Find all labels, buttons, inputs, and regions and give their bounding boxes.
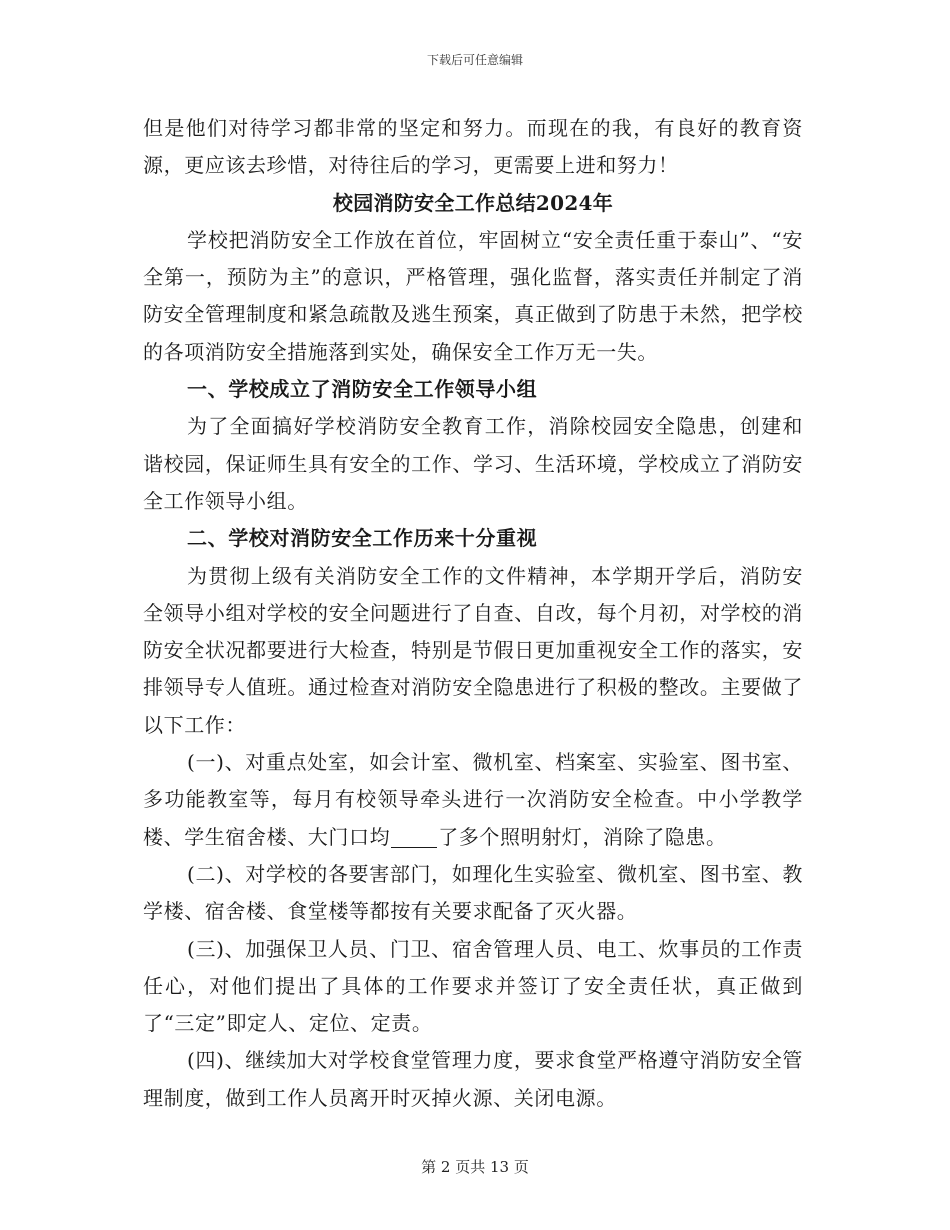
section-2-heading: 二、学校对消防安全工作历来十分重视 — [187, 526, 538, 551]
section-2-item-4: (四)、继续加大对学校食堂管理力度，要求食堂严格遵守消防安全管理制度，做到工作人员离开时灭掉火源、关闭电源。 — [143, 1048, 803, 1110]
document-body — [143, 110, 803, 1117]
page-number: 第 2 页共 13 页 — [421, 1158, 529, 1176]
document-title: 校园消防安全工作总结2024年 — [332, 190, 614, 215]
opening-paragraph: 学校把消防安全工作放在首位，牢固树立“安全责任重于泰山”、“安全第一，预防为主”的意识，严格管理，强化监督，落实责任并制定了消防安全管理制度和紧急疏散及逃生预案，真正做到了防患于未然，把学校的各项消防安全措施落到实处，确保安全工作万无一失。 — [143, 227, 803, 364]
section-2-body: 为贯彻上级有关消防安全工作的文件精神，本学期开学后，消防安全领导小组对学校的安全问题进行了自查、自改，每个月初，对学校的消防安全状况都要进行大检查，特别是节假日更加重视安全工作的落实，安排领导专人值班。通过检查对消防安全隐患进行了积极的整改。主要做了以下工作： — [143, 563, 803, 737]
item-1-text-before-blank: (一)、对重点处室，如会计室、微机室、档案室、实验室、图书室、多功能教室等，每月有校领导牵头进行一次消防安全检查。中小学教学楼、学生宿舍楼、大门口均 — [143, 750, 803, 849]
section-2-item-1 — [143, 744, 803, 856]
section-1-body: 为了全面搞好学校消防安全教育工作，消除校园安全隐患，创建和谐校园，保证师生具有安全的工作、学习、生活环境，学校成立了消防安全工作领导小组。 — [143, 414, 803, 513]
section-1-heading: 一、学校成立了消防安全工作领导小组 — [187, 377, 538, 402]
fill-in-blank — [391, 827, 437, 848]
page-header: 下载后可任意编辑 — [426, 53, 523, 67]
item-1-text-after-blank: 了多个照明射灯，消除了隐患。 — [438, 824, 727, 849]
intro-paragraph: 但是他们对待学习都非常的坚定和努力。而现在的我，有良好的教育资源，更应该去珍惜，对待往后的学习，更需要上进和努力！ — [143, 116, 803, 178]
section-2-item-3: (三)、加强保卫人员、门卫、宿舍管理人员、电工、炊事员的工作责任心，对他们提出了具体的工作要求并签订了安全责任状，真正做到了“三定”即定人、定位、定责。 — [143, 936, 803, 1036]
section-2-item-2: (二)、对学校的各要害部门，如理化生实验室、微机室、图书室、教学楼、宿舍楼、食堂楼等都按有关要求配备了灭火器。 — [143, 861, 803, 924]
